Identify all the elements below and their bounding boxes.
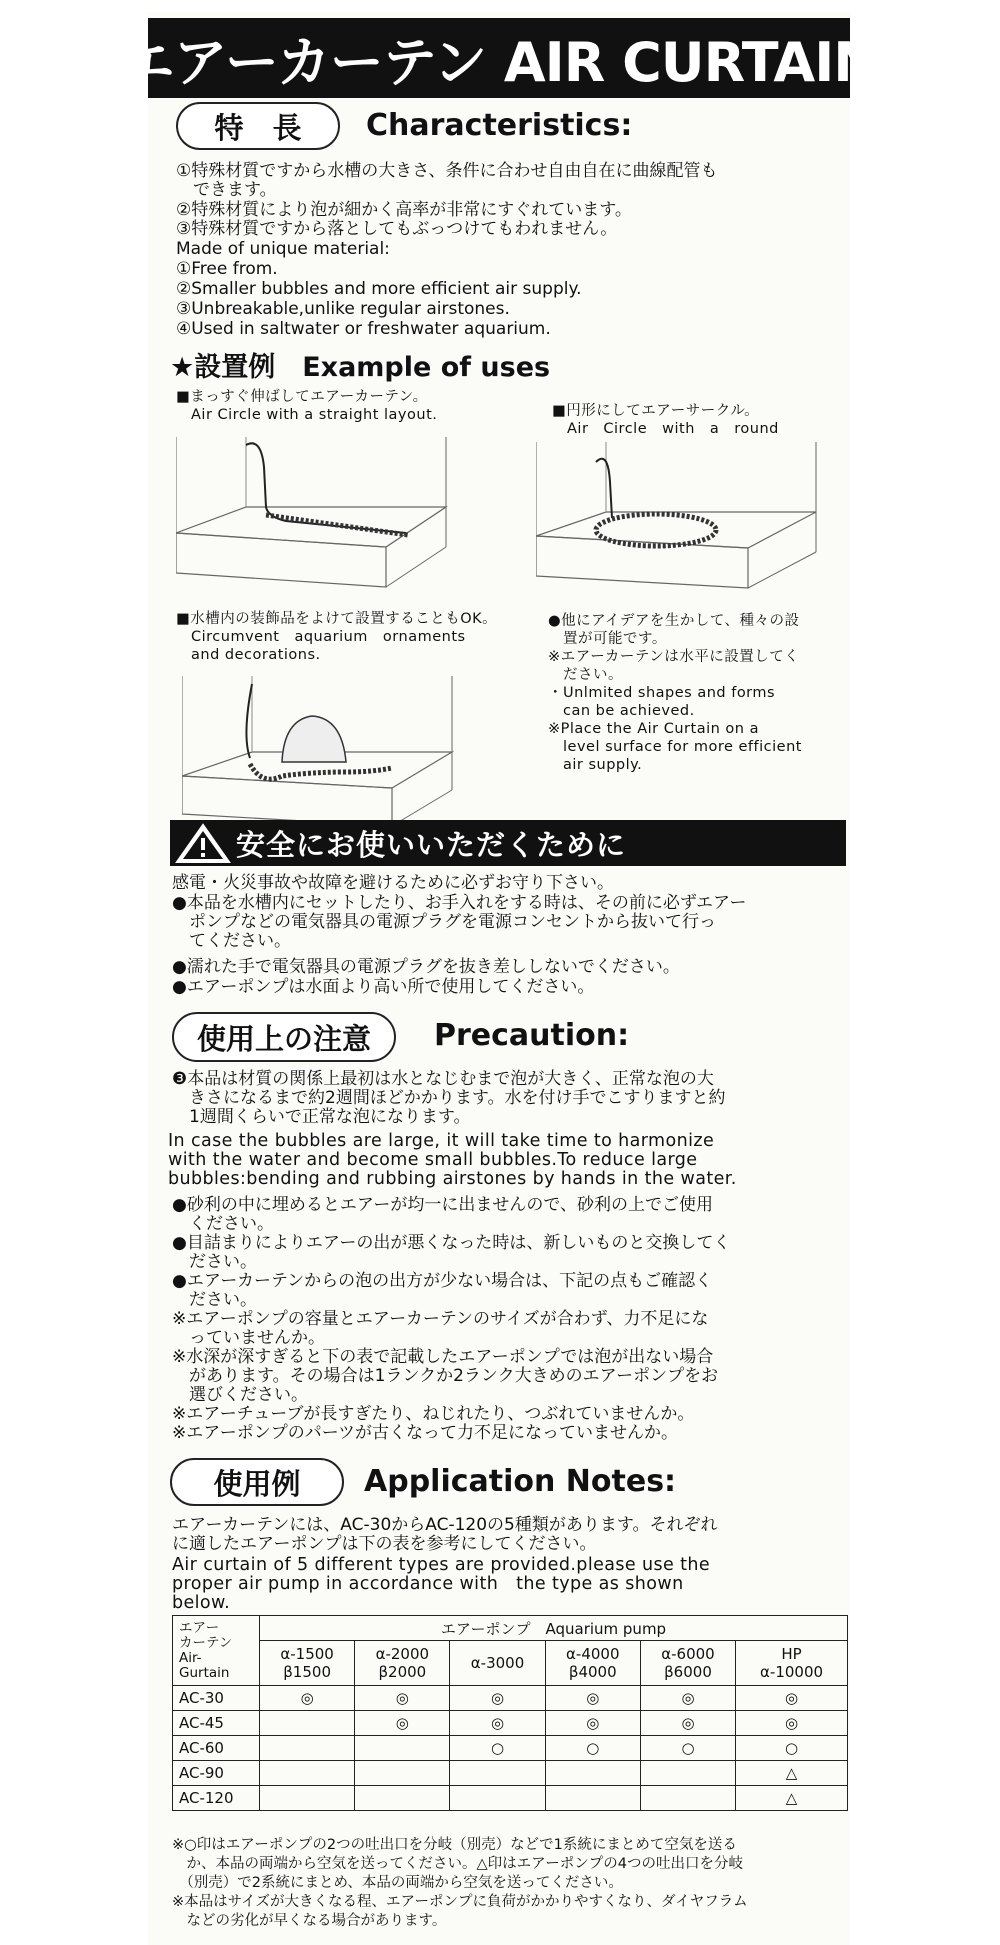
compat-cell — [260, 1786, 355, 1811]
application-pill: 使用例 — [170, 1458, 344, 1506]
table-row — [173, 1736, 848, 1761]
compat-cell — [260, 1761, 355, 1786]
straight-layout-illustration — [176, 437, 476, 597]
char-line-5: ①Free from. — [176, 259, 278, 279]
compat-cell: ◎ — [545, 1686, 640, 1711]
compat-cell: ◎ — [640, 1686, 735, 1711]
compat-cell — [450, 1761, 545, 1786]
table-corner-header: エアー カーテン Air- Gurtain — [173, 1616, 260, 1686]
compat-cell: ○ — [450, 1736, 545, 1761]
ornament-layout-illustration — [182, 676, 482, 836]
safety-banner — [170, 820, 846, 866]
char-line-3: ③特殊材質ですから落としてもぶっつけてもわれません。 — [176, 219, 618, 239]
compat-cell: ◎ — [736, 1686, 848, 1711]
compat-cell: ◎ — [545, 1711, 640, 1736]
compat-cell — [450, 1786, 545, 1811]
compat-cell — [355, 1761, 450, 1786]
curtain-model-cell: AC-45 — [173, 1711, 260, 1736]
precaution-heading: Precaution: — [434, 1018, 630, 1053]
precaution-jp-intro: ❸本品は材質の関係上最初は水となじむまで泡が大きく、正常な泡の大 きさになるまで約2週間ほどかかります。水を付け手でこすりますと約 1週間くらいで正常な泡になります。 — [172, 1069, 726, 1127]
page-title: エアーカーテン AIR CURTAIN — [148, 18, 850, 98]
compat-cell — [545, 1761, 640, 1786]
table-row — [173, 1786, 848, 1811]
safety-line-1: 感電・火災事故や故障を避けるために必ずお守り下さい。 — [172, 873, 614, 893]
pump-header: HP α-10000 — [736, 1641, 848, 1686]
examples-heading: ★設置例 Example of uses — [170, 352, 551, 383]
example-ornament-caption: ■水槽内の装飾品をよけて設置することもOK。 Circumvent aquarium ornaments and decorations. — [176, 611, 498, 663]
safety-banner-text: 安全にお使いいただくために — [236, 827, 627, 862]
application-heading: Application Notes: — [364, 1464, 677, 1499]
table-row — [173, 1686, 848, 1711]
compat-cell — [640, 1761, 735, 1786]
characteristics-pill: 特 長 — [176, 102, 340, 150]
precaution-pill: 使用上の注意 — [172, 1012, 396, 1062]
table-row — [173, 1711, 848, 1736]
compat-cell: ○ — [640, 1736, 735, 1761]
pump-header: α-6000 β6000 — [640, 1641, 735, 1686]
compat-cell — [545, 1786, 640, 1811]
curtain-model-cell: AC-90 — [173, 1761, 260, 1786]
compat-cell: ○ — [545, 1736, 640, 1761]
compat-cell: ◎ — [450, 1711, 545, 1736]
compat-cell: △ — [736, 1786, 848, 1811]
char-line-1: ①特殊材質ですから水槽の大きさ、条件に合わせ自由自在に曲線配管も できます。 — [176, 161, 718, 200]
warning-icon — [170, 820, 236, 866]
compat-cell: ◎ — [640, 1711, 735, 1736]
example-ideas-text: ●他にアイデアを生かして、種々の設 置が可能です。 ※エアーカーテンは水平に設置してく ださい。 ・Unlmited shapes and forms can be achieved. ※Place the Air Curtain on a level surface for more efficient air supply. — [548, 613, 802, 773]
pump-header: α-1500 β1500 — [260, 1641, 355, 1686]
compat-cell: ◎ — [450, 1686, 545, 1711]
char-line-8: ④Used in saltwater or freshwater aquarium. — [176, 319, 551, 339]
application-en: Air curtain of 5 different types are provided.please use the proper air pump in accordance with the type as shown below. — [172, 1555, 711, 1613]
pump-model-row — [173, 1641, 848, 1686]
product-sheet — [120, 12, 878, 1945]
pump-header: α-3000 — [450, 1641, 545, 1686]
char-line-4: Made of unique material: — [176, 239, 390, 259]
char-line-6: ②Smaller bubbles and more efficient air supply. — [176, 279, 582, 299]
compat-cell — [355, 1786, 450, 1811]
compat-cell — [260, 1711, 355, 1736]
compat-cell: △ — [736, 1761, 848, 1786]
compat-cell — [355, 1736, 450, 1761]
precaution-en: In case the bubbles are large, it will take time to harmonize with the water and become small bubbles.To reduce large bubbles:bending and rubbing airstones by hands in the water. — [168, 1131, 737, 1189]
example-round-caption: ■円形にしてエアーサークル。 Air Circle with a round — [552, 403, 779, 437]
safety-line-3: ●濡れた手で電気器具の電源プラグを抜き差ししないでください。 — [172, 957, 680, 977]
compat-cell: ○ — [736, 1736, 848, 1761]
example-straight-caption: ■まっすぐ伸ばしてエアーカーテン。 Air Circle with a straight layout. — [176, 389, 438, 423]
compat-cell: ◎ — [355, 1711, 450, 1736]
char-line-7: ③Unbreakable,unlike regular airstones. — [176, 299, 510, 319]
curtain-model-cell: AC-30 — [173, 1686, 260, 1711]
curtain-model-cell: AC-60 — [173, 1736, 260, 1761]
char-line-2: ②特殊材質により泡が細かく高率が非常にすぐれています。 — [176, 200, 632, 220]
safety-line-2: ●本品を水槽内にセットしたり、お手入れをする時は、その前に必ずエアー ポンプなどの電気器具の電源プラグを電源コンセントから抜いて行っ てください。 — [172, 893, 747, 951]
precaution-jp-list: ●砂利の中に埋めるとエアーが均一に出ませんので、砂利の上でご使用 ください。 ●目詰まりによりエアーの出が悪くなった時は、新しいものと交換してく ださい。 ●エアーカーテンからの泡の出方が少ない場合は、下記の点もご確認く ださい。 ※エアーポンプの容量とエアーカーテンのサイズが合わず、力不足にな っていませんか。 ※水深が深すぎると下の表で記載したエアーポンプでは泡が出ない場合 があります。その場合は1ランクか2ランク大きめのエアーポンプをお 選びください。 ※エアーチューブが長すぎたり、ねじれたり、つぶれていませんか。 ※エアーポンプのパーツが古くなって力不足になっていませんか。 — [172, 1195, 731, 1443]
table-row — [173, 1761, 848, 1786]
compat-cell — [260, 1736, 355, 1761]
compat-cell: ◎ — [260, 1686, 355, 1711]
application-jp: エアーカーテンには、AC-30からAC-120の5種類があります。それぞれ に適したエアーポンプは下の表を参考にしてください。 — [172, 1515, 718, 1554]
pump-group-header: エアーポンプ Aquarium pump — [260, 1616, 848, 1641]
table-footnotes: ※○印はエアーポンプの2つの吐出口を分岐（別売）などで1系統にまとめて空気を送る か、本品の両端から空気を送ってください。△印はエアーポンプの4つの吐出口を分岐 （別売）で2系統にまとめ、本品の両端から空気を送ってください。 ※本品はサイズが大きくなる程、エアーポンプに負荷がかかりやすくなり、ダイヤフラム などの劣化が早くなる場合があります。 — [172, 1837, 748, 1929]
round-layout-illustration — [536, 442, 836, 602]
characteristics-heading: Characteristics: — [366, 108, 633, 143]
compat-cell: ◎ — [736, 1711, 848, 1736]
table-header-row — [173, 1616, 848, 1641]
curtain-model-cell: AC-120 — [173, 1786, 260, 1811]
safety-line-4: ●エアーポンプは水面より高い所で使用してください。 — [172, 977, 595, 997]
compat-cell — [640, 1786, 735, 1811]
compat-cell: ◎ — [355, 1686, 450, 1711]
pump-header: α-2000 β2000 — [355, 1641, 450, 1686]
pump-compatibility-table — [172, 1615, 848, 1811]
pump-header: α-4000 β4000 — [545, 1641, 640, 1686]
